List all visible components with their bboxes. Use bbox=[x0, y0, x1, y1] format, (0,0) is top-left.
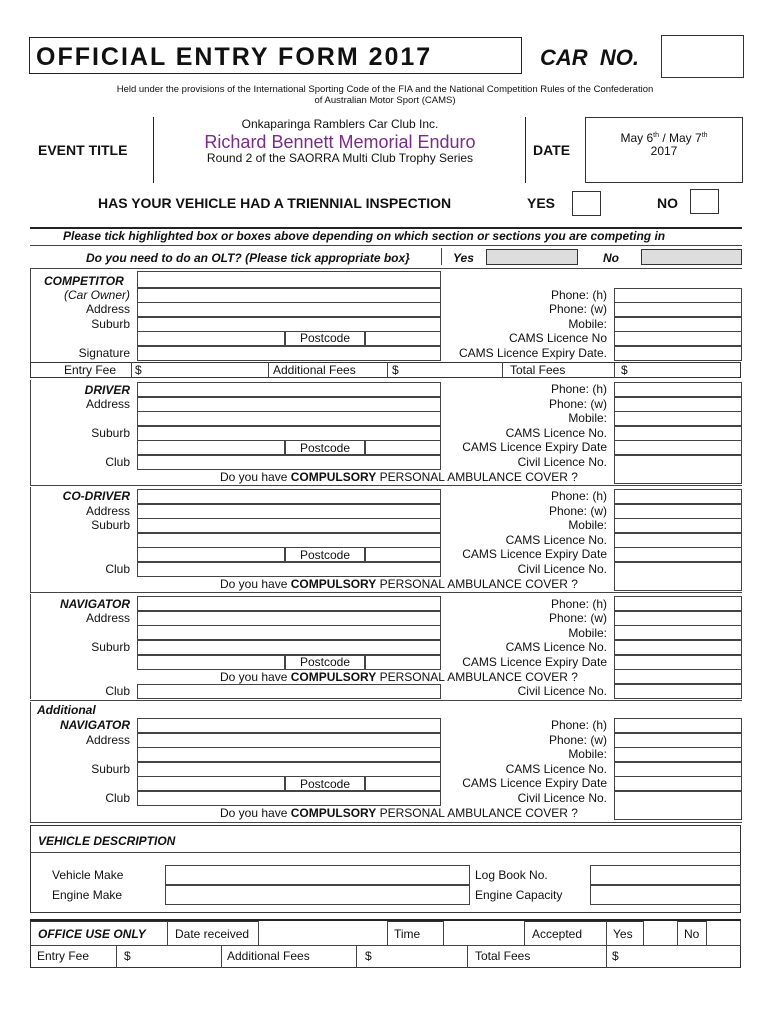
engine-capacity-field[interactable] bbox=[590, 885, 741, 905]
codriver-address-field-2[interactable] bbox=[137, 533, 441, 548]
competitor-heading: COMPETITOR bbox=[44, 274, 124, 288]
inspection-yes-checkbox[interactable] bbox=[572, 191, 601, 216]
vehicle-heading: VEHICLE DESCRIPTION bbox=[38, 834, 176, 848]
addnav-cams-exp-field[interactable] bbox=[614, 776, 742, 791]
total-fees-label: Total Fees bbox=[510, 363, 566, 377]
olt-divider bbox=[441, 248, 442, 265]
driver-phone-h-field[interactable] bbox=[614, 382, 742, 397]
driver-heading: DRIVER bbox=[84, 383, 130, 397]
codriver-postcode-spacer[interactable] bbox=[137, 547, 285, 562]
navigator-postcode-label: Postcode bbox=[299, 655, 351, 669]
vehicle-heading-rule bbox=[30, 852, 741, 853]
navigator-phone-w-label: Phone: (w) bbox=[548, 611, 607, 625]
olt-no-checkbox[interactable] bbox=[641, 249, 742, 265]
accepted-no-label: No bbox=[684, 927, 700, 941]
driver-cams-no-field[interactable] bbox=[614, 426, 742, 441]
codriver-heading: CO-DRIVER bbox=[62, 489, 130, 503]
codriver-civil-label: Civil Licence No. bbox=[517, 562, 607, 576]
addnav-suburb-field[interactable] bbox=[137, 762, 441, 777]
addnav-club-field[interactable] bbox=[137, 791, 441, 806]
addnav-address-field-1[interactable] bbox=[137, 733, 441, 748]
driver-bottom-rule bbox=[30, 485, 742, 486]
olt-yes-checkbox[interactable] bbox=[486, 249, 578, 265]
office-div-8 bbox=[606, 945, 607, 968]
codriver-address-label: Address bbox=[85, 504, 130, 518]
form-title: OFFICIAL ENTRY FORM 2017 bbox=[36, 43, 433, 71]
competitor-name-field[interactable] bbox=[137, 271, 441, 288]
office-div-4 bbox=[116, 945, 117, 968]
codriver-phone-h-field[interactable] bbox=[614, 489, 742, 504]
olt-no-label: No bbox=[603, 251, 619, 265]
instructions-rule bbox=[30, 245, 742, 246]
date-label: DATE bbox=[533, 142, 571, 158]
inspection-question: HAS YOUR VEHICLE HAD A TRIENNIAL INSPECTION bbox=[98, 195, 452, 211]
navigator-club-field[interactable] bbox=[137, 684, 441, 699]
competitor-suburb-field[interactable] bbox=[137, 317, 441, 332]
driver-civil-field[interactable] bbox=[614, 455, 742, 470]
tick-note: Please tick highlighted box or boxes above depending on which section or sections you are competing in bbox=[63, 229, 666, 243]
addnav-cams-no-label: CAMS Licence No. bbox=[505, 762, 607, 776]
codriver-suburb-label: Suburb bbox=[91, 518, 130, 532]
codriver-phone-w-label: Phone: (w) bbox=[548, 504, 607, 518]
competitor-mobile-label: Mobile: bbox=[568, 317, 607, 331]
total-fees-dollar: $ bbox=[621, 363, 628, 377]
addnav-postcode-spacer[interactable] bbox=[137, 776, 285, 791]
competitor-phone-w-label: Phone: (w) bbox=[548, 302, 607, 316]
car-no-label: CAR NO. bbox=[540, 45, 639, 70]
driver-suburb-label: Suburb bbox=[91, 426, 130, 440]
driver-address-field-1[interactable] bbox=[137, 397, 441, 412]
entry-fee-dollar: $ bbox=[135, 363, 142, 377]
office-div-7 bbox=[467, 945, 468, 968]
olt-question: Do you need to do an OLT? (Please tick appropriate box} bbox=[86, 251, 410, 265]
vehicle-make-field[interactable] bbox=[165, 865, 470, 885]
driver-postcode-field[interactable] bbox=[365, 440, 441, 455]
driver-name-field[interactable] bbox=[137, 382, 441, 397]
event-divider-left bbox=[153, 117, 154, 183]
fees-divider-5 bbox=[614, 362, 615, 378]
office-div-3 bbox=[606, 921, 607, 945]
driver-cams-no-label: CAMS Licence No. bbox=[505, 426, 607, 440]
addnav-mobile-label: Mobile: bbox=[568, 747, 607, 761]
codriver-cams-exp-label: CAMS Licence Expiry Date bbox=[462, 547, 607, 561]
event-round: Round 2 of the SAORRA Multi Club Trophy Series bbox=[206, 151, 474, 165]
olt-yes-label: Yes bbox=[453, 251, 474, 265]
addnav-mobile-field[interactable] bbox=[614, 747, 742, 762]
codriver-bottom-rule bbox=[30, 592, 742, 593]
competitor-postcode-field[interactable] bbox=[365, 331, 441, 346]
engine-make-field[interactable] bbox=[165, 885, 470, 905]
competitor-top-rule bbox=[30, 268, 742, 269]
codriver-postcode-field[interactable] bbox=[365, 547, 441, 562]
navigator-bottom-rule bbox=[30, 700, 742, 701]
navigator-civil-field[interactable] bbox=[614, 684, 742, 699]
navigator-cams-exp-label: CAMS Licence Expiry Date bbox=[462, 655, 607, 669]
additional-fees-dollar: $ bbox=[392, 363, 399, 377]
driver-ambulance-question: Do you have COMPULSORY PERSONAL AMBULANCE COVER ? bbox=[220, 470, 578, 484]
addnav-name-field[interactable] bbox=[137, 718, 441, 733]
codriver-cams-no-field[interactable] bbox=[614, 533, 742, 548]
competitor-address-label: Address bbox=[85, 302, 130, 316]
addnav-civil-label: Civil Licence No. bbox=[517, 791, 607, 805]
car-no-field[interactable] bbox=[661, 35, 744, 78]
vehicle-make-label: Vehicle Make bbox=[52, 868, 124, 882]
addnav-ambulance-field[interactable] bbox=[614, 805, 742, 820]
addnav-phone-h-field[interactable] bbox=[614, 718, 742, 733]
addnav-club-label: Club bbox=[105, 791, 130, 805]
competitor-cams-no-field[interactable] bbox=[614, 331, 742, 346]
driver-mobile-label: Mobile: bbox=[568, 411, 607, 425]
fees-divider-3 bbox=[387, 362, 388, 378]
addnav-phone-w-field[interactable] bbox=[614, 733, 742, 748]
office-div-5 bbox=[221, 945, 222, 968]
codriver-name-field[interactable] bbox=[137, 489, 441, 504]
office-additional-fees-dollar: $ bbox=[365, 949, 372, 963]
driver-club-field[interactable] bbox=[137, 455, 441, 470]
engine-make-label: Engine Make bbox=[52, 888, 123, 902]
fees-divider-1 bbox=[131, 362, 132, 378]
accepted-yes-checkbox[interactable] bbox=[643, 921, 678, 945]
office-additional-fees-label: Additional Fees bbox=[227, 949, 310, 963]
navigator-name-field[interactable] bbox=[137, 596, 441, 611]
event-date: May 6th / May 7th bbox=[620, 131, 708, 145]
competitor-sub: (Car Owner) bbox=[63, 288, 130, 302]
navigator-ambulance-field[interactable] bbox=[614, 669, 742, 684]
event-title-label: EVENT TITLE bbox=[38, 142, 128, 158]
office-entry-fee-label: Entry Fee bbox=[37, 949, 90, 963]
competitor-phone-w-field[interactable] bbox=[614, 302, 742, 317]
driver-cams-exp-label: CAMS Licence Expiry Date bbox=[462, 440, 607, 454]
competitor-cams-no-label: CAMS Licence No bbox=[508, 331, 607, 345]
navigator-address-label: Address bbox=[85, 611, 130, 625]
accepted-label: Accepted bbox=[532, 927, 583, 941]
driver-postcode-spacer[interactable] bbox=[137, 440, 285, 455]
competitor-signature-field[interactable] bbox=[137, 346, 441, 361]
navigator-mobile-label: Mobile: bbox=[568, 626, 607, 640]
logbook-field[interactable] bbox=[590, 865, 741, 885]
addnav-suburb-label: Suburb bbox=[91, 762, 130, 776]
navigator-suburb-field[interactable] bbox=[137, 640, 441, 655]
entry-fee-label: Entry Fee bbox=[64, 363, 117, 377]
codriver-mobile-label: Mobile: bbox=[568, 518, 607, 532]
codriver-address-field-1[interactable] bbox=[137, 504, 441, 519]
navigator-phone-h-label: Phone: (h) bbox=[550, 597, 607, 611]
navigator-ambulance-question: Do you have COMPULSORY PERSONAL AMBULANCE COVER ? bbox=[220, 670, 578, 684]
navigator-cams-no-label: CAMS Licence No. bbox=[505, 640, 607, 654]
driver-mobile-field[interactable] bbox=[614, 411, 742, 426]
navigator-postcode-field[interactable] bbox=[365, 655, 441, 670]
codriver-phone-h-label: Phone: (h) bbox=[550, 489, 607, 503]
navigator-club-label: Club bbox=[105, 684, 130, 698]
competitor-phone-h-label: Phone: (h) bbox=[550, 288, 607, 302]
codriver-ambulance-field[interactable] bbox=[614, 576, 742, 591]
competitor-signature-label: Signature bbox=[78, 346, 130, 360]
navigator-heading: NAVIGATOR bbox=[59, 597, 130, 611]
codriver-mobile-field[interactable] bbox=[614, 518, 742, 533]
codriver-club-field[interactable] bbox=[137, 562, 441, 577]
driver-ambulance-field[interactable] bbox=[614, 469, 742, 484]
addnav-postcode-field[interactable] bbox=[365, 776, 441, 791]
competitor-address-field-2[interactable] bbox=[137, 302, 441, 317]
time-label: Time bbox=[394, 927, 421, 941]
office-div-1 bbox=[167, 921, 168, 945]
inspection-yes-label: YES bbox=[527, 195, 556, 211]
driver-phone-w-label: Phone: (w) bbox=[548, 397, 607, 411]
driver-suburb-field[interactable] bbox=[137, 426, 441, 441]
additional-fees-label: Additional Fees bbox=[273, 363, 356, 377]
event-divider-right bbox=[525, 117, 526, 183]
competitor-mobile-field[interactable] bbox=[614, 317, 742, 332]
codriver-phone-w-field[interactable] bbox=[614, 504, 742, 519]
navigator-cams-exp-field[interactable] bbox=[614, 655, 742, 670]
codriver-cams-exp-field[interactable] bbox=[614, 547, 742, 562]
competitor-postcode-spacer[interactable] bbox=[137, 331, 285, 346]
navigator-address-field-2[interactable] bbox=[137, 625, 441, 640]
addnav-postcode-label: Postcode bbox=[299, 777, 351, 791]
event-name: Richard Bennett Memorial Enduro bbox=[204, 132, 476, 152]
addnav-civil-field[interactable] bbox=[614, 791, 742, 806]
inspection-no-checkbox[interactable] bbox=[690, 189, 719, 214]
fees-divider-4 bbox=[502, 362, 503, 378]
addnav-heading-2: NAVIGATOR bbox=[59, 718, 130, 732]
office-div-6 bbox=[356, 945, 357, 968]
logbook-label: Log Book No. bbox=[475, 868, 548, 882]
addnav-cams-exp-label: CAMS Licence Expiry Date bbox=[462, 776, 607, 790]
time-field[interactable] bbox=[443, 921, 525, 945]
driver-postcode-label: Postcode bbox=[299, 441, 351, 455]
navigator-phone-h-field[interactable] bbox=[614, 596, 742, 611]
codriver-postcode-label: Postcode bbox=[299, 548, 351, 562]
navigator-phone-w-field[interactable] bbox=[614, 611, 742, 626]
addnav-bottom-rule bbox=[30, 822, 742, 823]
office-total-fees-label: Total Fees bbox=[475, 949, 531, 963]
engine-capacity-label: Engine Capacity bbox=[475, 888, 563, 902]
date-received-label: Date received bbox=[175, 927, 250, 941]
competitor-phone-h-field[interactable] bbox=[614, 288, 742, 303]
office-heading: OFFICE USE ONLY bbox=[38, 927, 146, 941]
addnav-phone-w-label: Phone: (w) bbox=[548, 733, 607, 747]
navigator-address-field-1[interactable] bbox=[137, 611, 441, 626]
navigator-cams-no-field[interactable] bbox=[614, 640, 742, 655]
addnav-ambulance-question: Do you have COMPULSORY PERSONAL AMBULANCE COVER ? bbox=[220, 806, 578, 820]
event-year: 2017 bbox=[650, 144, 678, 158]
event-club: Onkaparinga Ramblers Car Club Inc. bbox=[241, 117, 439, 131]
competitor-suburb-label: Suburb bbox=[91, 317, 130, 331]
navigator-civil-label: Civil Licence No. bbox=[517, 684, 607, 698]
navigator-mobile-field[interactable] bbox=[614, 625, 742, 640]
driver-club-label: Club bbox=[105, 455, 130, 469]
driver-civil-label: Civil Licence No. bbox=[517, 455, 607, 469]
competitor-postcode-label: Postcode bbox=[299, 331, 351, 345]
competitor-address-field-1[interactable] bbox=[137, 288, 441, 303]
addnav-address-field-2[interactable] bbox=[137, 747, 441, 762]
competitor-cams-exp-label: CAMS Licence Expiry Date. bbox=[458, 346, 607, 360]
navigator-postcode-spacer[interactable] bbox=[137, 655, 285, 670]
provisions-line-1: Held under the provisions of the International Sporting Code of the FIA and the National Competition Rules of the Confederation bbox=[116, 84, 654, 95]
codriver-civil-field[interactable] bbox=[614, 562, 742, 577]
addnav-phone-h-label: Phone: (h) bbox=[550, 718, 607, 732]
codriver-ambulance-question: Do you have COMPULSORY PERSONAL AMBULANCE COVER ? bbox=[220, 577, 578, 591]
fees-divider-2 bbox=[268, 362, 269, 378]
office-mid-rule bbox=[30, 945, 741, 946]
codriver-cams-no-label: CAMS Licence No. bbox=[505, 533, 607, 547]
driver-phone-w-field[interactable] bbox=[614, 397, 742, 412]
driver-cams-exp-field[interactable] bbox=[614, 440, 742, 455]
date-received-field[interactable] bbox=[258, 921, 388, 945]
driver-address-label: Address bbox=[85, 397, 130, 411]
driver-address-field-2[interactable] bbox=[137, 411, 441, 426]
provisions-line-2: of Australian Motor Sport (CAMS) bbox=[314, 95, 456, 106]
addnav-cams-no-field[interactable] bbox=[614, 762, 742, 777]
inspection-no-label: NO bbox=[657, 195, 678, 211]
navigator-suburb-label: Suburb bbox=[91, 640, 130, 654]
office-entry-fee-dollar: $ bbox=[124, 949, 131, 963]
addnav-address-label: Address bbox=[85, 733, 130, 747]
codriver-club-label: Club bbox=[105, 562, 130, 576]
accepted-no-checkbox[interactable] bbox=[706, 921, 741, 945]
addnav-heading-1: Additional bbox=[37, 703, 96, 717]
codriver-suburb-field[interactable] bbox=[137, 518, 441, 533]
accepted-yes-label: Yes bbox=[613, 927, 633, 941]
driver-phone-h-label: Phone: (h) bbox=[550, 382, 607, 396]
office-total-fees-dollar: $ bbox=[612, 949, 619, 963]
competitor-cams-exp-field[interactable] bbox=[614, 346, 742, 361]
